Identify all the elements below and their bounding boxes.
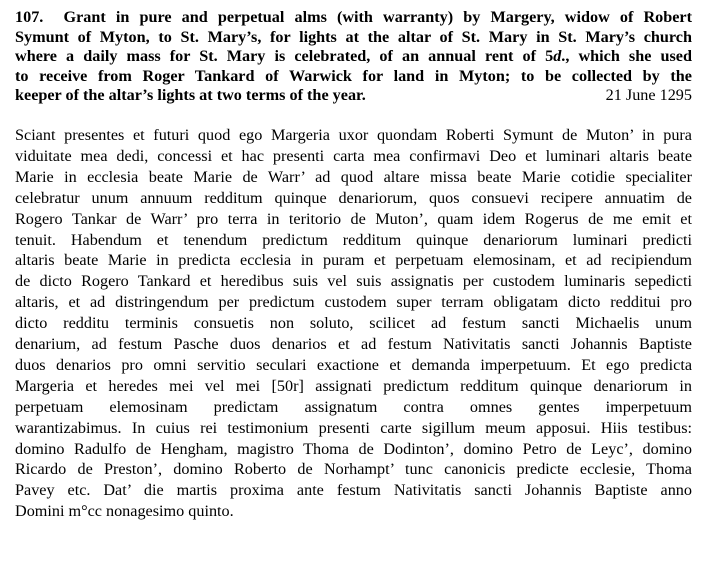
heading-line-2: Symunt of Myton, to St. Mary’s, for lights at the altar of St. Mary in St. Mary’s church <box>15 27 692 46</box>
charter-line: de dicto Rogero Tankard et heredibus suis vel suis assignatis per custodem luminaris sepedicti <box>15 272 692 291</box>
heading-line-4: to receive from Roger Tankard of Warwick for land in Myton; to be collected by the <box>15 66 692 85</box>
charter-line: Sciant presentes et futuri quod ego Margeria uxor quondam Roberti Symunt de Muton’ in pura <box>15 125 692 144</box>
heading-line-3 <box>15 47 692 67</box>
charter-line: Marie in ecclesia beate Marie de Warr’ ad quod altare missa beate Marie cotidie specialiter <box>15 167 692 186</box>
entry-number: 107. <box>15 8 44 26</box>
heading-text-1: Grant in pure and perpetual alms (with warranty) by Margery, widow of Robert <box>63 8 692 26</box>
charter-line: Margeria et heredes mei vel mei [50r] assignati predictum redditum quinque denariorum in <box>15 376 692 395</box>
charter-line: Domini m°cc nonagesimo quinto. <box>15 502 234 521</box>
charter-text <box>15 125 692 522</box>
heading-line-5 <box>15 86 692 106</box>
charter-line: Rogero Tankar de Warr’ pro terra in teritorio de Muton’, quam idem Rogerus de me emit et <box>15 209 692 228</box>
charter-line: perpetuam elemosinam predictam assignatum contra omnes gentes imperpetuum <box>15 397 692 416</box>
rent-unit: d <box>553 47 562 66</box>
heading-text-3-tail: ., which she used <box>561 47 692 66</box>
heading-text-3: where a daily mass for St. Mary is celebrated, of an annual rent of 5 <box>15 47 554 66</box>
charter-line: denarium, ad festum Pasche duos denarios et ad festum Nativitatis sancti Johannis Baptiste <box>15 335 692 354</box>
charter-line: celebratur unum annuum redditum quinque denariorum, quos consuevi recipere annuatim de <box>15 188 692 207</box>
charter-line: duos denarios pro omni servitio seculari exactione et demanda imperpetuum. Et ego predicta <box>15 355 692 374</box>
charter-line: Ricardo de Preston’, domino Roberto de Norhampt’ tunc canonicis predicte ecclesie, Thoma <box>15 460 692 479</box>
charter-line: dicto redditu terminis consuetis non soluto, scilicet ad festum sancti Michaelis unum <box>15 314 692 333</box>
entry-date: 21 June 1295 <box>605 86 692 105</box>
document-entry <box>15 8 692 522</box>
charter-line: warantizabimus. In cuius rei testimonium presenti carte sigillum meum apposui. Hiis testibus: <box>15 418 692 437</box>
charter-line: altaris, et ad distringendum per predictum custodem super terram obligatam dicto redditui pro <box>15 293 692 312</box>
heading-text-5: keeper of the altar’s lights at two terms of the year. <box>15 86 366 105</box>
charter-line: altaris beate Marie in predicta ecclesia in puram et perpetuam elemosinam, et ad recipiendum <box>15 251 692 270</box>
charter-line: viduitate mea dedi, concessi et hac presenti carta mea confirmavi Deo et luminari altaris beate <box>15 146 692 165</box>
charter-line: tenuit. Habendum et tenendum predictum redditum quinque denariorum luminari predicti <box>15 230 692 249</box>
entry-heading <box>15 8 692 106</box>
heading-line-1 <box>15 8 692 28</box>
charter-line: domino Radulfo de Hengham, magistro Thoma de Dodinton’, domino Petro de Leyc’, domino <box>15 439 692 458</box>
charter-line: Pavey etc. Dat’ die martis proxima ante festum Nativitatis sancti Johannis Baptiste anno <box>15 481 692 500</box>
